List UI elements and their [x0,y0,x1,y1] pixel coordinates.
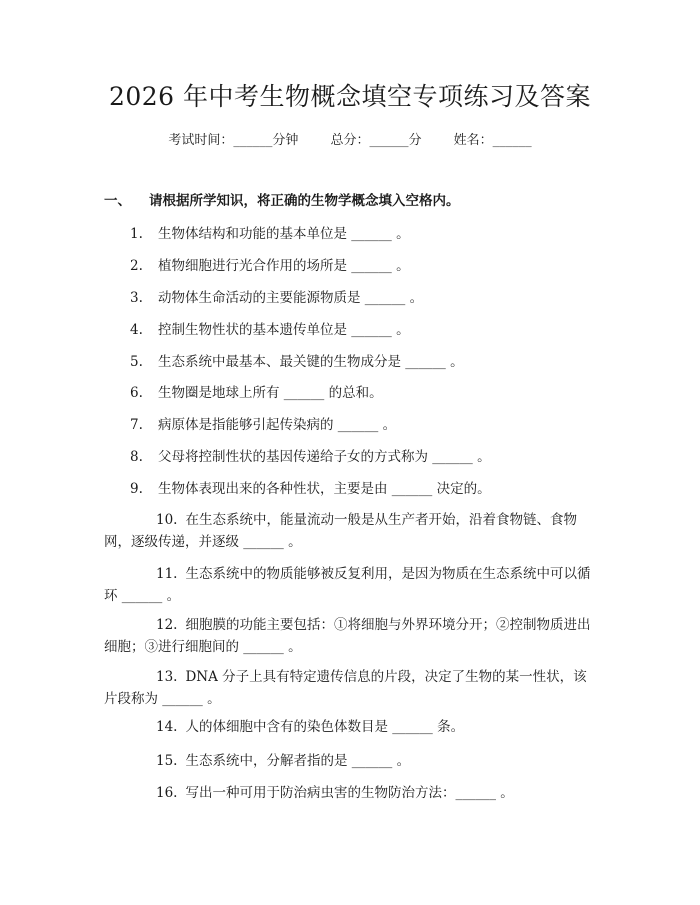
question-text: 生物体表现出来的各种性状，主要是由 ______ 决定的。 [158,481,491,497]
question-item [104,223,598,245]
question-item [104,446,598,468]
question-number: 9. [130,481,143,497]
question-number: 8. [130,449,143,465]
question-number: 10. [156,512,178,528]
question-item [104,782,598,804]
question-item [104,414,598,436]
question-number: 3. [130,290,143,306]
question-text: 植物细胞进行光合作用的场所是 ______ 。 [158,258,410,274]
question-item [104,563,598,607]
question-number: 12. [156,617,178,633]
question-item [104,509,598,553]
question-text: 生物圈是地球上所有 ______ 的总和。 [158,385,383,401]
student-name-field: 姓名：______ [453,133,532,148]
question-item [104,614,598,658]
total-score-field: 总分：______分 [330,133,422,148]
question-number: 11. [156,566,178,582]
question-text: 生物体结构和功能的基本单位是 ______ 。 [158,226,410,242]
question-text: DNA 分子上具有特定遗传信息的片段，决定了生物的某一性状，该片段称为 ______ 。 [104,669,587,707]
question-text: 病原体是指能够引起传染病的 ______ 。 [158,417,397,433]
document-title: 2026 年中考生物概念填空专项练习及答案 [108,82,592,111]
question-text: 人的体细胞中含有的染色体数目是 ______ 条。 [185,719,465,735]
question-item [104,351,598,373]
question-text: 控制生物性状的基本遗传单位是 ______ 。 [158,322,410,338]
question-text: 生态系统中的物质能够被反复利用，是因为物质在生态系统中可以循环 ______ 。 [104,566,591,604]
question-item [104,750,598,772]
question-text: 动物体生命活动的主要能源物质是 ______ 。 [158,290,424,306]
question-text: 细胞膜的功能主要包括：①将细胞与外界环境分开；②控制物质进出细胞；③进行细胞间的 ______ 。 [104,617,591,655]
question-number: 15. [156,753,178,769]
question-number: 4. [130,322,143,338]
section-number: 一、 [104,193,131,209]
question-item [104,287,598,309]
question-item [104,382,598,404]
exam-meta [0,131,700,151]
question-number: 6. [130,385,143,401]
question-item [104,319,598,341]
question-text: 父母将控制性状的基因传递给子女的方式称为 ______ 。 [158,449,491,465]
question-number: 7. [130,417,143,433]
exam-time-field: 考试时间：______分钟 [168,133,299,148]
question-text: 写出一种可用于防治病虫害的生物防治方法：______ 。 [185,785,514,801]
question-number: 5. [130,354,143,370]
question-item [104,255,598,277]
question-text: 在生态系统中，能量流动一般是从生产者开始，沿着食物链、食物网，逐级传递，并逐级 ______ 。 [104,512,577,550]
question-number: 2. [130,258,143,274]
question-number: 1. [130,226,143,242]
section-instruction: 请根据所学知识，将正确的生物学概念填入空格内。 [149,193,460,209]
question-item [104,716,598,738]
question-number: 16. [156,785,178,801]
section-heading [104,191,460,211]
question-text: 生态系统中最基本、最关键的生物成分是 ______ 。 [158,354,464,370]
question-text: 生态系统中，分解者指的是 ______ 。 [185,753,411,769]
question-number: 14. [156,719,178,735]
question-item [104,666,598,710]
question-item [104,478,598,500]
question-number: 13. [156,669,178,685]
